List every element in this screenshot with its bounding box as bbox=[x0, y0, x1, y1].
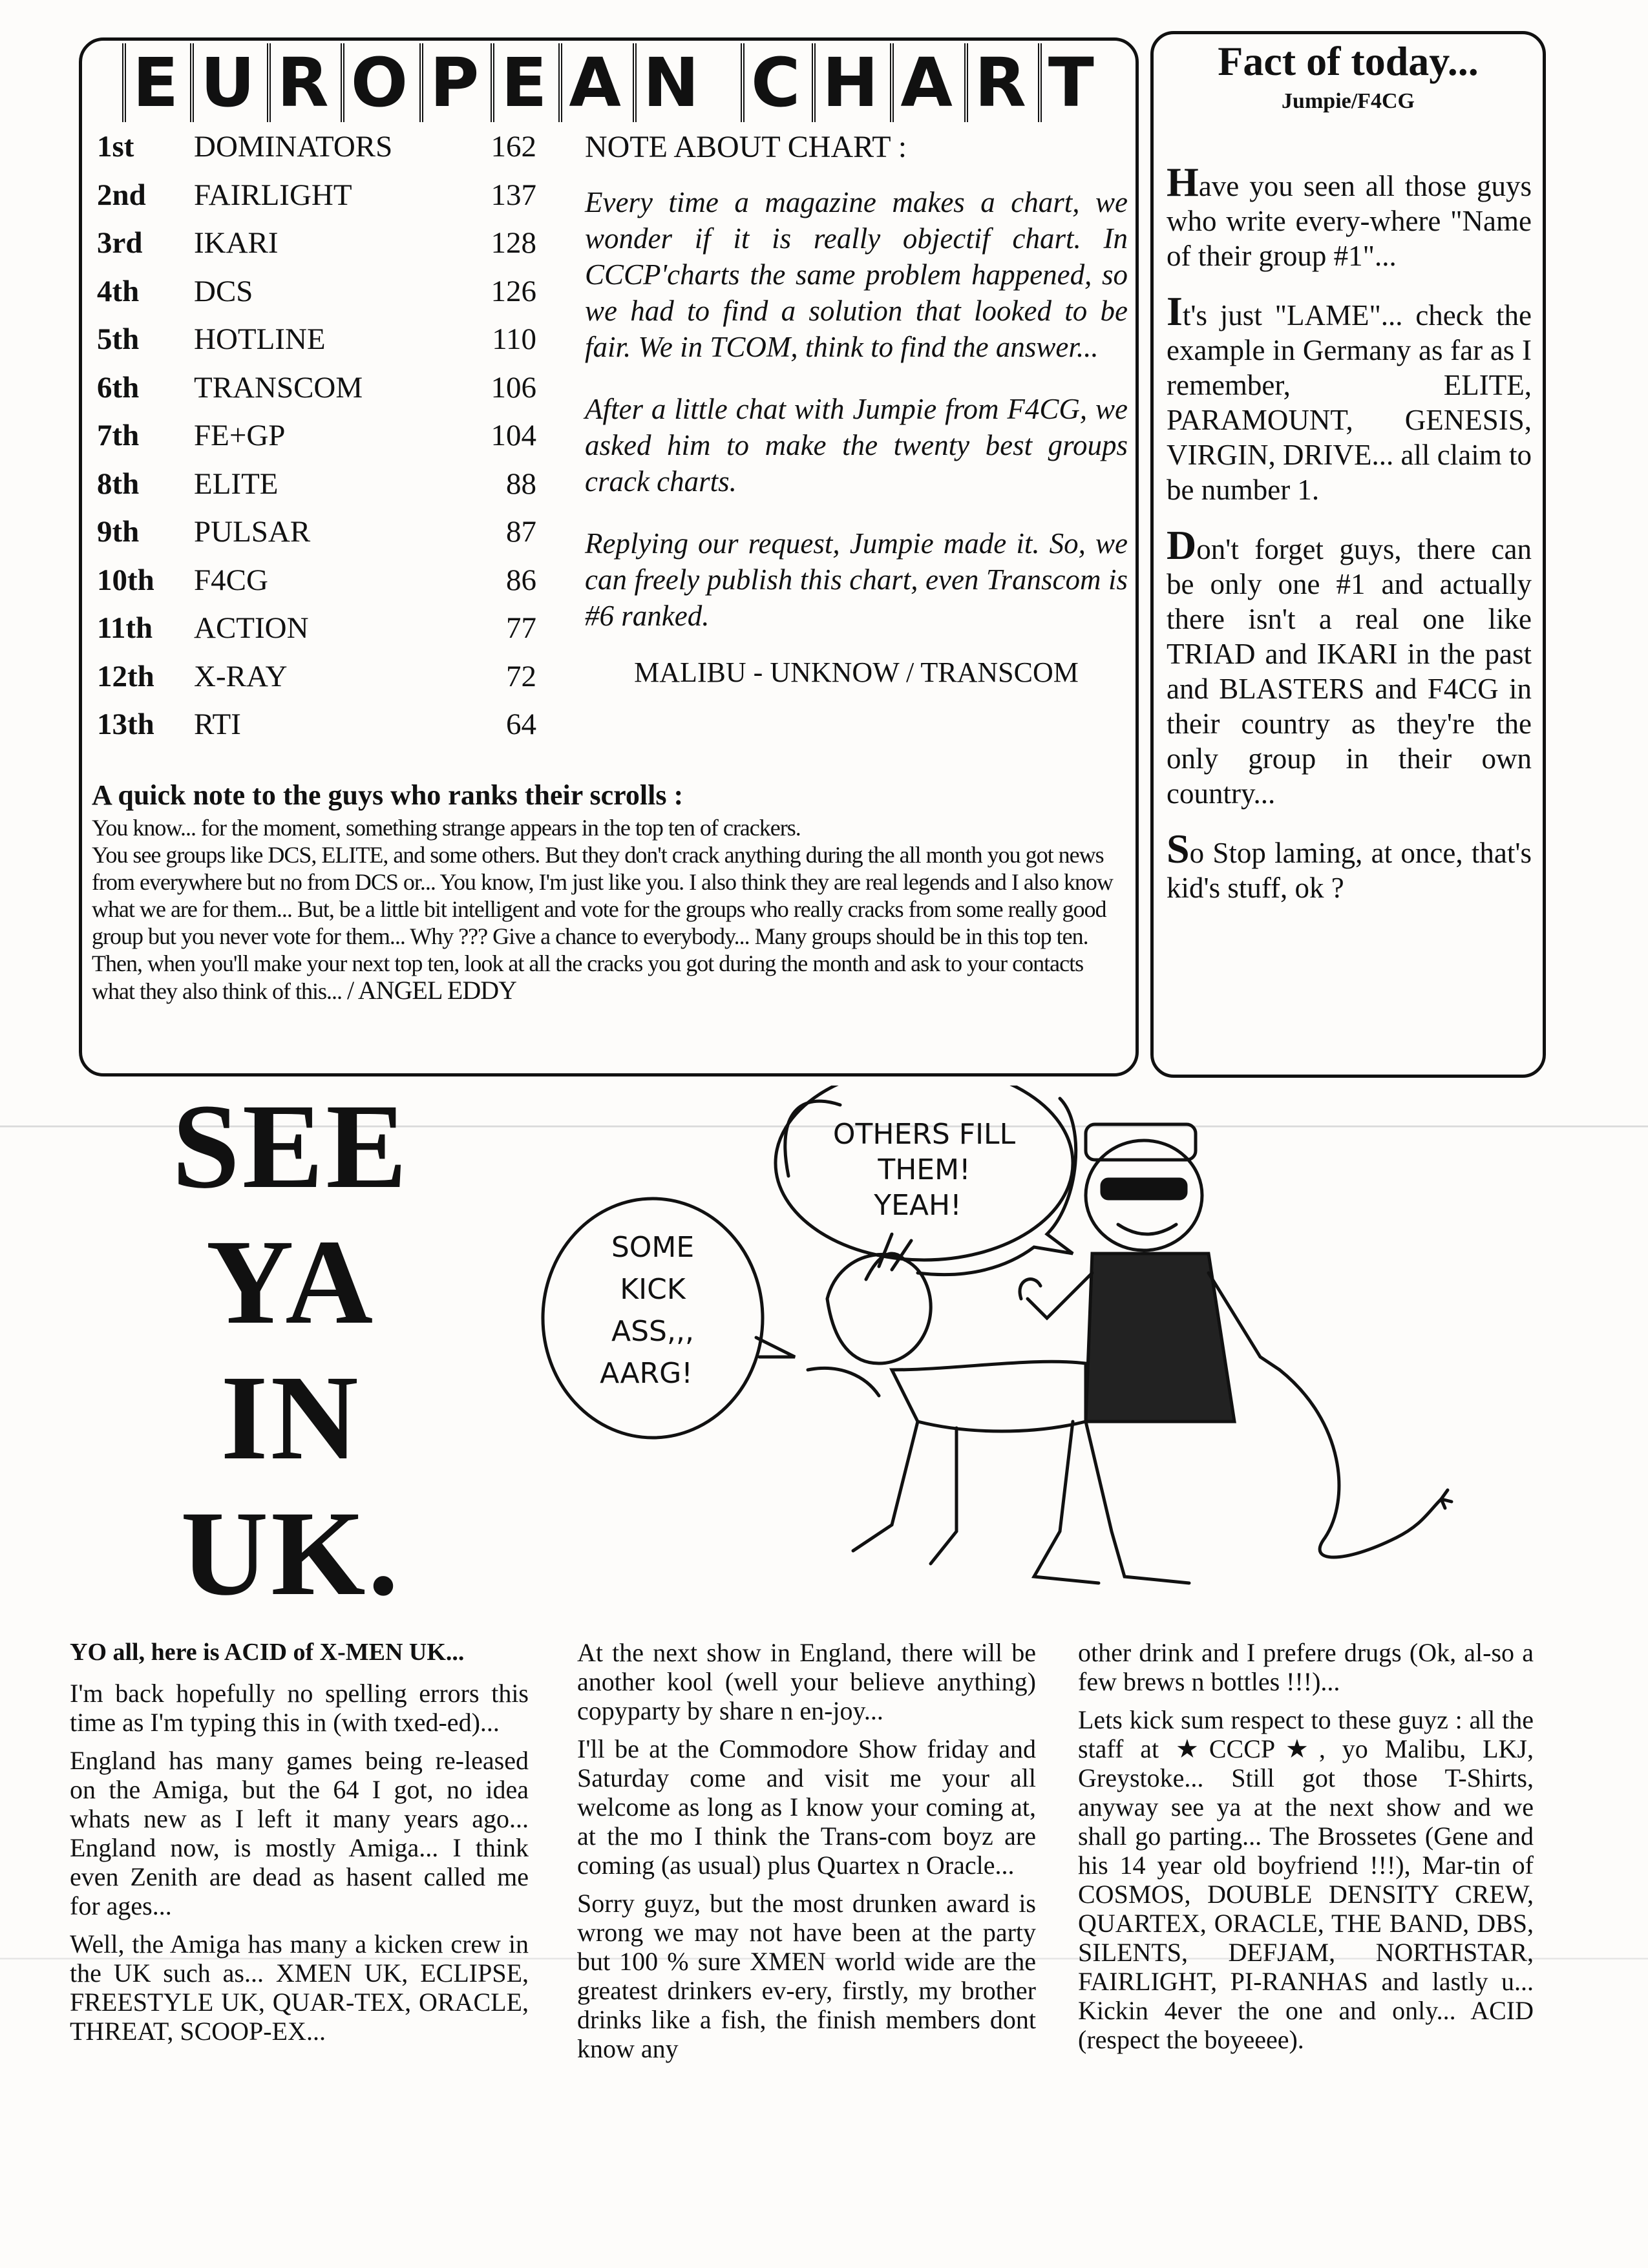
ranking-score: 88 bbox=[506, 467, 536, 501]
chart-title-letter: E bbox=[491, 43, 558, 122]
chart-title-word bbox=[741, 43, 1106, 122]
ranking-score: 104 bbox=[491, 419, 536, 453]
chart-title-letter: E bbox=[122, 43, 190, 122]
note-paragraph: After a little chat with Jumpie from F4CG, we asked him to make the twenty best groups crack charts. bbox=[585, 393, 1128, 498]
ranking-row bbox=[97, 315, 543, 364]
article-heading: YO all, here is ACID of X-MEN UK... bbox=[70, 1639, 465, 1666]
ranking-position: 10th bbox=[97, 563, 154, 597]
bubble-left-line: AARG! bbox=[600, 1357, 693, 1390]
article-column-1 bbox=[70, 1638, 529, 2055]
drop-cap: D bbox=[1167, 522, 1197, 568]
chart-title-letter: T bbox=[1038, 43, 1106, 122]
ranking-group: DCS bbox=[194, 274, 253, 308]
fact-paragraph bbox=[1167, 288, 1532, 507]
quick-note-line bbox=[92, 950, 1126, 1005]
fact-text: ave you seen all those guys who write every-where "Name of their group #1"... bbox=[1167, 170, 1532, 272]
note-title: NOTE ABOUT CHART : bbox=[585, 130, 907, 164]
ranking-row bbox=[97, 219, 543, 268]
ranking-score: 77 bbox=[506, 611, 536, 646]
chart-title bbox=[97, 44, 1131, 121]
ranking-position: 2nd bbox=[97, 178, 146, 212]
bubble-left-line: KICK bbox=[620, 1273, 686, 1306]
ranking-row bbox=[97, 508, 543, 556]
headline-line: YA bbox=[206, 1214, 376, 1349]
fact-text: on't forget guys, there can be only one #1 and actually there isn't a real one like TRIAD and IKARI in the past and BLASTERS and F4CG in their country as they're the only group in their own country... bbox=[1167, 533, 1532, 810]
ranking-group: PULSAR bbox=[194, 515, 311, 549]
ranking-score: 86 bbox=[506, 563, 536, 597]
drop-cap: H bbox=[1167, 159, 1199, 205]
chart-title-letter: R bbox=[267, 43, 341, 122]
ranking-score: 64 bbox=[506, 708, 536, 742]
headline-line: UK. bbox=[180, 1486, 401, 1621]
ranking-position: 13th bbox=[97, 708, 154, 742]
headline-line: IN bbox=[220, 1350, 361, 1485]
ranking-position: 3rd bbox=[97, 226, 143, 260]
fact-paragraph bbox=[1167, 826, 1532, 905]
ranking-group: TRANSCOM bbox=[194, 370, 363, 404]
ranking-row bbox=[97, 460, 543, 509]
note-paragraph: Every time a magazine makes a chart, we wonder if it is really objectif chart. In CCCP'charts the same problem happened, so we had to find a solution that looked to be fair. We in TCOM, think to find the answer... bbox=[585, 186, 1128, 363]
ranking-row bbox=[97, 604, 543, 653]
chart-title-letter: A bbox=[890, 43, 964, 122]
ranking-score: 126 bbox=[491, 274, 536, 308]
headline-line: SEE bbox=[172, 1078, 410, 1213]
ranking-score: 128 bbox=[491, 226, 536, 260]
fact-title: Fact of today... bbox=[1218, 38, 1479, 84]
ranking-group: DOMINATORS bbox=[194, 130, 393, 164]
note-paragraph: Replying our request, Jumpie made it. So, we can freely publish this chart, even Transcom is #6 ranked. bbox=[585, 527, 1128, 632]
ranking-group: RTI bbox=[194, 708, 241, 742]
ranking-row bbox=[97, 171, 543, 220]
bubble-left-line: ASS,,, bbox=[611, 1315, 694, 1348]
ranking-position: 4th bbox=[97, 274, 140, 308]
chart-title-letter: O bbox=[341, 43, 419, 122]
bubble-top-line: THEM! bbox=[878, 1153, 971, 1186]
ranking-group: FAIRLIGHT bbox=[194, 178, 352, 212]
ranking-group: HOTLINE bbox=[194, 322, 326, 357]
article-paragraph: I'll be at the Commodore Show friday and Saturday come and visit me your all welcome as long as I know your coming at, at the mo I think the Trans-com boyz are coming (as usual) plus Quartex n Oracle... bbox=[577, 1734, 1036, 1880]
fact-paragraph bbox=[1167, 159, 1532, 273]
ranking-score: 110 bbox=[492, 322, 536, 357]
see-ya-headline bbox=[136, 1078, 446, 1628]
quick-note-title: A quick note to the guys who ranks their scrolls : bbox=[92, 779, 684, 811]
drop-cap: S bbox=[1167, 826, 1190, 872]
chart-note bbox=[585, 129, 1128, 689]
quick-note-line: You know... for the moment, something strange appears in the top ten of crackers. bbox=[92, 815, 801, 841]
article-paragraph: At the next show in England, there will be another kool (well your believe anything) copyparty by share n en-joy... bbox=[577, 1638, 1036, 1725]
fact-text: t's just "LAME"... check the example in Germany as far as I remember, ELITE, PARAMOUNT, GENESIS, VIRGIN, DRIVE... all claim to be number 1. bbox=[1167, 299, 1532, 506]
bubble-top-line: YEAH! bbox=[874, 1189, 962, 1222]
ranking-group: ELITE bbox=[194, 467, 279, 501]
ranking-group: ACTION bbox=[194, 611, 309, 646]
ranking-row bbox=[97, 123, 543, 171]
article-paragraph: I'm back hopefully no spelling errors this time as I'm typing this in (with txed-ed)... bbox=[70, 1679, 529, 1737]
drop-cap: I bbox=[1167, 288, 1183, 334]
ranking-score: 87 bbox=[506, 515, 536, 549]
ranking-group: IKARI bbox=[194, 226, 279, 260]
ranking-row bbox=[97, 700, 543, 749]
ranking-row bbox=[97, 364, 543, 412]
fact-body bbox=[1167, 159, 1532, 926]
article-paragraph: Lets kick sum respect to these guyz : all the staff at ★CCCP★, yo Malibu, LKJ, Greystoke... Still got those T-Shirts, anyway see ya at the next show and we shall go parting... The Brossetes (Gene and his 14 year old boyfriend !!!), Mar-tin of COSMOS, DOUBLE DENSITY CREW, QUARTEX, ORACLE, THE BAND, DBS, SILENTS, DEFJAM, NORTHSTAR, FAIRLIGHT, PI-RANHAS and lastly u... Kickin 4ever the one and only... ACID (respect the boyeeee). bbox=[1078, 1705, 1534, 2054]
ranking-position: 11th bbox=[97, 611, 153, 646]
ranking-row bbox=[97, 653, 543, 701]
fact-author: Jumpie/F4CG bbox=[1282, 89, 1415, 113]
ranking-score: 162 bbox=[491, 130, 536, 164]
ranking-group: FE+GP bbox=[194, 419, 286, 453]
ranking-score: 72 bbox=[506, 659, 536, 693]
chart-title-letter: C bbox=[741, 43, 812, 122]
fact-paragraph bbox=[1167, 522, 1532, 811]
ranking-position: 7th bbox=[97, 419, 140, 453]
ranking-row bbox=[97, 556, 543, 605]
chart-title-word bbox=[122, 43, 711, 122]
article-paragraph: other drink and I prefere drugs (Ok, al-so a few brews n bottles !!!)... bbox=[1078, 1638, 1534, 1696]
chart-title-letter: N bbox=[633, 43, 711, 122]
ranking-position: 6th bbox=[97, 370, 140, 404]
article-column-3 bbox=[1078, 1638, 1534, 2063]
article-paragraph: Well, the Amiga has many a kicken crew in the UK such as... XMEN UK, ECLIPSE, FREESTYLE UK, QUAR-TEX, ORACLE, THREAT, SCOOP-EX... bbox=[70, 1929, 529, 2046]
quick-note bbox=[92, 779, 1126, 1005]
article-paragraph: England has many games being re-leased on the Amiga, but the 64 I got, no idea whats new as I left it many years ago... England now, is mostly Amiga... I think even Zenith are dead as hasent called me for ages... bbox=[70, 1746, 529, 1920]
ranking-score: 106 bbox=[491, 370, 536, 404]
ranking-position: 5th bbox=[97, 322, 140, 357]
article-column-2 bbox=[577, 1638, 1036, 2072]
ranking-group: F4CG bbox=[194, 563, 268, 597]
victim-body bbox=[892, 1361, 1086, 1431]
ranking-position: 8th bbox=[97, 467, 140, 501]
ranking-table bbox=[97, 123, 543, 749]
quick-note-text: Then, when you'll make your next top ten, look at all the cracks you got during the month and ask to your contacts what they also think of this... bbox=[92, 950, 1084, 1004]
ranking-group: X-RAY bbox=[194, 659, 288, 693]
sunglasses bbox=[1102, 1179, 1186, 1199]
note-signature: MALIBU - UNKNOW / TRANSCOM bbox=[634, 656, 1079, 688]
chart-title-letter: U bbox=[190, 43, 266, 122]
ranking-row bbox=[97, 412, 543, 460]
bubble-top-line: OTHERS FILL bbox=[832, 1118, 1016, 1151]
ranking-position: 1st bbox=[97, 130, 134, 164]
ranking-position: 9th bbox=[97, 515, 140, 549]
ranking-row bbox=[97, 268, 543, 316]
chart-title-letter: H bbox=[812, 43, 890, 122]
bubble-left-line: SOME bbox=[611, 1231, 695, 1264]
victim-head bbox=[827, 1254, 931, 1363]
chart-title-letter: R bbox=[964, 43, 1038, 122]
fact-text: o Stop laming, at once, that's kid's stuff, ok ? bbox=[1167, 837, 1532, 904]
quick-note-line: You see groups like DCS, ELITE, and some others. But they don't crack anything during the all month you got news from everywhere but no from DCS or... You know, I'm just like you. I also think they are real legends and I also know what we are for them... But, be a little bit intelligent and vote for the groups who really cracks from some really good group but you never vote for them... Why ??? Give a chance to everybody... Many groups should be in this top ten. bbox=[92, 842, 1113, 949]
ranking-score: 137 bbox=[491, 178, 536, 212]
ranking-position: 12th bbox=[97, 659, 154, 693]
chart-title-letter: P bbox=[419, 43, 491, 122]
cartoon-illustration bbox=[504, 1086, 1570, 1596]
quick-note-signature: / ANGEL EDDY bbox=[346, 976, 517, 1005]
article-paragraph: Sorry guyz, but the most drunken award is wrong we may not have been at the party but 100 % sure XMEN world wide are the greatest drinkers ev-ery, firstly, my brother drinks like a fish, the finish members dont know any bbox=[577, 1889, 1036, 2063]
whip bbox=[1280, 1370, 1441, 1557]
chart-title-letter: A bbox=[558, 43, 633, 122]
